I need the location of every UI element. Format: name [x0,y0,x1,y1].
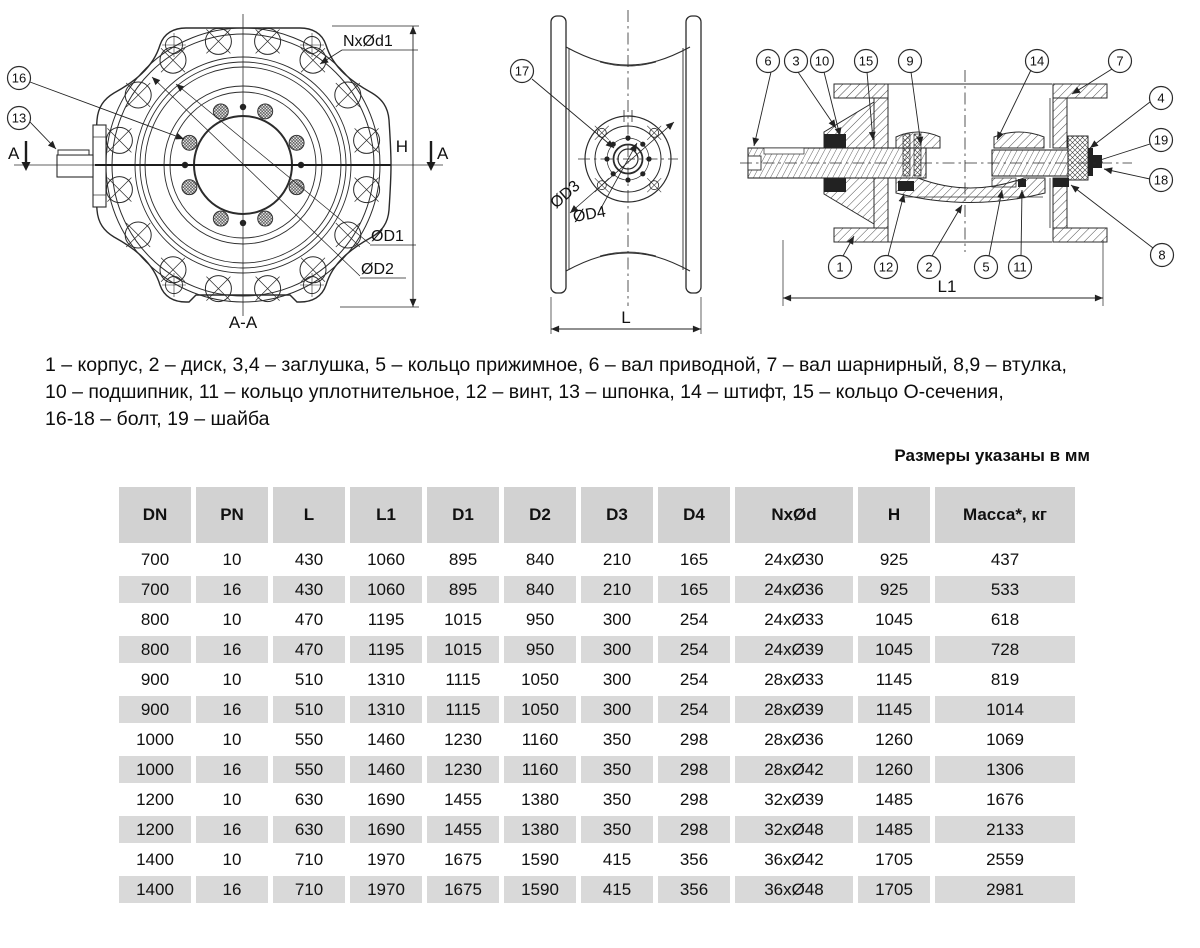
table-cell: 1460 [350,726,422,753]
cut-mark-right [427,141,450,171]
table-row [119,606,1075,633]
table-cell: 1000 [119,726,191,753]
legend-line: 16-18 – болт, 19 – шайба [45,408,270,430]
table-cell: 210 [581,576,653,603]
callout-6 [754,50,780,147]
table-header-cell: D4 [658,487,730,543]
svg-text:11: 11 [1013,259,1027,275]
table-cell: 1050 [504,696,576,723]
svg-text:2: 2 [925,259,933,275]
table-header-cell: NxØd [735,487,853,543]
table-cell: 254 [658,696,730,723]
table-cell: 10 [196,546,268,573]
table-cell: 1014 [935,696,1075,723]
table-cell: 700 [119,576,191,603]
table-cell: 470 [273,606,345,633]
table-cell: 1380 [504,786,576,813]
table-cell: 350 [581,786,653,813]
table-cell: 1160 [504,726,576,753]
table-cell: 1460 [350,756,422,783]
svg-text:15: 15 [858,53,874,69]
table-header-cell: L1 [350,487,422,543]
table-cell: 728 [935,636,1075,663]
table-cell: 1590 [504,876,576,903]
table-cell: 28xØ33 [735,666,853,693]
table-cell: 16 [196,636,268,663]
table-cell: 300 [581,696,653,723]
svg-text:18: 18 [1153,172,1169,188]
table-cell: 925 [858,576,930,603]
table-cell: 1115 [427,666,499,693]
table-row [119,846,1075,873]
table-cell: 800 [119,636,191,663]
table-cell: 1676 [935,786,1075,813]
callout-5 [975,190,1003,279]
table-cell: 700 [119,546,191,573]
svg-text:L1: L1 [937,277,957,296]
svg-text:ØD2: ØD2 [361,261,394,278]
table-cell: 1675 [427,846,499,873]
table-cell: 1115 [427,696,499,723]
table-cell: 430 [273,576,345,603]
clamp-screw [903,134,910,176]
table-cell: 950 [504,636,576,663]
svg-text:A: A [8,144,20,163]
table-cell: 24xØ30 [735,546,853,573]
end-cap [1068,136,1088,180]
table-cell: 10 [196,666,268,693]
right-flange-plate [686,16,701,293]
callout-11 [1009,190,1032,279]
left-flange-plate [551,16,566,293]
table-cell: 895 [427,576,499,603]
table-cell: 1306 [935,756,1075,783]
table-cell: 1045 [858,606,930,633]
svg-text:14: 14 [1029,53,1045,69]
table-cell: 895 [427,546,499,573]
section-label: A-A [228,313,258,332]
table-cell: 1145 [858,666,930,693]
table-cell: 630 [273,816,345,843]
table-header-cell: DN [119,487,191,543]
table-cell: 1970 [350,876,422,903]
svg-text:ØD4: ØD4 [571,203,608,226]
table-cell: 510 [273,666,345,693]
table-header-cell: Масса*, кг [935,487,1075,543]
table-row [119,726,1075,753]
table-cell: 1690 [350,816,422,843]
washer [1088,148,1093,176]
table-cell: 1400 [119,846,191,873]
svg-text:10: 10 [814,53,830,69]
table-cell: 300 [581,606,653,633]
table-row [119,576,1075,603]
table-cell: 840 [504,546,576,573]
table-cell: 2559 [935,846,1075,873]
table-cell: 356 [658,846,730,873]
table-cell: 710 [273,846,345,873]
cut-mark-left [8,141,31,171]
table-cell: 1230 [427,756,499,783]
svg-text:ØD1: ØD1 [371,228,404,245]
table-cell: 800 [119,606,191,633]
front-view-drawing [0,0,452,345]
parts-legend [45,352,1185,433]
table-cell: 1060 [350,576,422,603]
table-cell: 840 [504,576,576,603]
svg-text:17: 17 [514,63,530,79]
table-cell: 900 [119,696,191,723]
side-view-drawing [450,0,750,345]
svg-text:1: 1 [836,259,844,275]
svg-text:9: 9 [906,53,914,69]
table-row [119,816,1075,843]
table-cell: 1455 [427,816,499,843]
table-cell: 1705 [858,876,930,903]
table-cell: 630 [273,786,345,813]
table-cell: 350 [581,816,653,843]
table-cell: 900 [119,666,191,693]
callout-18 [1104,169,1173,192]
svg-text:5: 5 [982,259,990,275]
table-row [119,696,1075,723]
table-cell: 1160 [504,756,576,783]
table-row [119,876,1075,903]
table-cell: 618 [935,606,1075,633]
table-cell: 28xØ36 [735,726,853,753]
table-row [119,666,1075,693]
table-cell: 437 [935,546,1075,573]
table-cell: 298 [658,816,730,843]
bushing [1053,178,1069,187]
table-cell: 300 [581,666,653,693]
svg-text:13: 13 [11,110,27,126]
table-header-cell: PN [196,487,268,543]
svg-text:6: 6 [764,53,772,69]
table-cell: 819 [935,666,1075,693]
table-cell: 254 [658,636,730,663]
o-ring [1018,179,1026,187]
table-cell: 1000 [119,756,191,783]
table-cell: 16 [196,756,268,783]
table-cell: 24xØ36 [735,576,853,603]
table-header-cell: D1 [427,487,499,543]
table-cell: 550 [273,726,345,753]
bearing-block-bottom [824,178,846,192]
callout-14 [997,50,1049,141]
table-cell: 254 [658,666,730,693]
table-header-cell: H [858,487,930,543]
table-cell: 1675 [427,876,499,903]
table-cell: 10 [196,726,268,753]
table-cell: 1260 [858,726,930,753]
table-cell: 533 [935,576,1075,603]
table-cell: 165 [658,576,730,603]
svg-text:16: 16 [11,70,27,86]
table-cell: 28xØ39 [735,696,853,723]
table-cell: 1590 [504,846,576,873]
dim-L [551,297,701,334]
table-row [119,756,1075,783]
label-D4 [572,143,637,226]
legend-line: 1 – корпус, 2 – диск, 3,4 – заглушка, 5 – кольцо прижимное, 6 – вал приводной, 7 – вал шарнирный, 8,9 – втулка, [45,354,1067,376]
table-header-row [119,487,1075,543]
callout-9 [899,50,922,146]
table-cell: 1045 [858,636,930,663]
table-cell: 1310 [350,666,422,693]
svg-text:12: 12 [878,259,894,275]
table-cell: 1069 [935,726,1075,753]
table-cell: 1050 [504,666,576,693]
table-cell: 16 [196,576,268,603]
table-cell: 16 [196,876,268,903]
table-cell: 1145 [858,696,930,723]
table-cell: 550 [273,756,345,783]
dim-H-label: H [395,137,408,156]
table-cell: 32xØ48 [735,816,853,843]
table-cell: 710 [273,876,345,903]
svg-text:7: 7 [1116,53,1124,69]
table-row [119,786,1075,813]
table-cell: 1260 [858,756,930,783]
svg-text:3: 3 [792,53,800,69]
bearing-block-top [824,134,846,148]
table-cell: 298 [658,726,730,753]
svg-text:4: 4 [1157,90,1165,106]
table-cell: 415 [581,876,653,903]
table-row [119,636,1075,663]
callout-19 [1094,129,1173,163]
table-cell: 1400 [119,876,191,903]
svg-text:NxØd1: NxØd1 [343,33,393,50]
table-row [119,546,1075,573]
svg-text:ØD3: ØD3 [547,177,584,213]
table-cell: 36xØ48 [735,876,853,903]
table-cell: 1195 [350,606,422,633]
table-cell: 10 [196,786,268,813]
table-cell: 1485 [858,816,930,843]
table-cell: 1705 [858,846,930,873]
table-cell: 350 [581,756,653,783]
table-cell: 24xØ39 [735,636,853,663]
table-cell: 950 [504,606,576,633]
table-cell: 510 [273,696,345,723]
clamp-ring [992,178,1016,187]
table-cell: 1485 [858,786,930,813]
table-cell: 165 [658,546,730,573]
table-cell: 1380 [504,816,576,843]
callout-13 [8,107,57,150]
table-cell: 298 [658,786,730,813]
table-cell: 1200 [119,816,191,843]
table-cell: 1310 [350,696,422,723]
table-cell: 1015 [427,606,499,633]
svg-text:A: A [437,144,449,163]
table-cell: 1200 [119,786,191,813]
table-cell: 430 [273,546,345,573]
legend-line: 10 – подшипник, 11 – кольцо уплотнительное, 12 – винт, 13 – шпонка, 14 – штифт, 15 – кольцо О-сечения, [45,381,1004,403]
table-cell: 28xØ42 [735,756,853,783]
table-cell: 10 [196,846,268,873]
svg-text:L: L [621,308,631,327]
table-cell: 1060 [350,546,422,573]
label-NxOd1 [320,33,418,64]
table-cell: 24xØ33 [735,606,853,633]
table-cell: 300 [581,636,653,663]
table-cell: 16 [196,816,268,843]
table-cell: 350 [581,726,653,753]
section-view-drawing [740,0,1200,345]
table-cell: 32xØ39 [735,786,853,813]
table-cell: 925 [858,546,930,573]
callout-8 [1071,185,1174,267]
table-cell: 1195 [350,636,422,663]
table-cell: 415 [581,846,653,873]
units-note: Размеры указаны в мм [894,446,1090,465]
table-cell: 1690 [350,786,422,813]
table-cell: 1455 [427,786,499,813]
table-header-cell: D2 [504,487,576,543]
table-cell: 1970 [350,846,422,873]
table-cell: 2133 [935,816,1075,843]
dimensions-table [114,484,1080,906]
table-cell: 16 [196,696,268,723]
svg-text:19: 19 [1153,132,1169,148]
table-header-cell: L [273,487,345,543]
table-cell: 210 [581,546,653,573]
svg-text:8: 8 [1158,247,1166,263]
table-cell: 36xØ42 [735,846,853,873]
table-cell: 10 [196,606,268,633]
table-header-cell: D3 [581,487,653,543]
screw-retainer [898,181,914,191]
table-cell: 2981 [935,876,1075,903]
table-cell: 254 [658,606,730,633]
table-cell: 1015 [427,636,499,663]
table-cell: 356 [658,876,730,903]
table-cell: 470 [273,636,345,663]
table-cell: 1230 [427,726,499,753]
table-cell: 298 [658,756,730,783]
callout-17 [511,60,615,149]
